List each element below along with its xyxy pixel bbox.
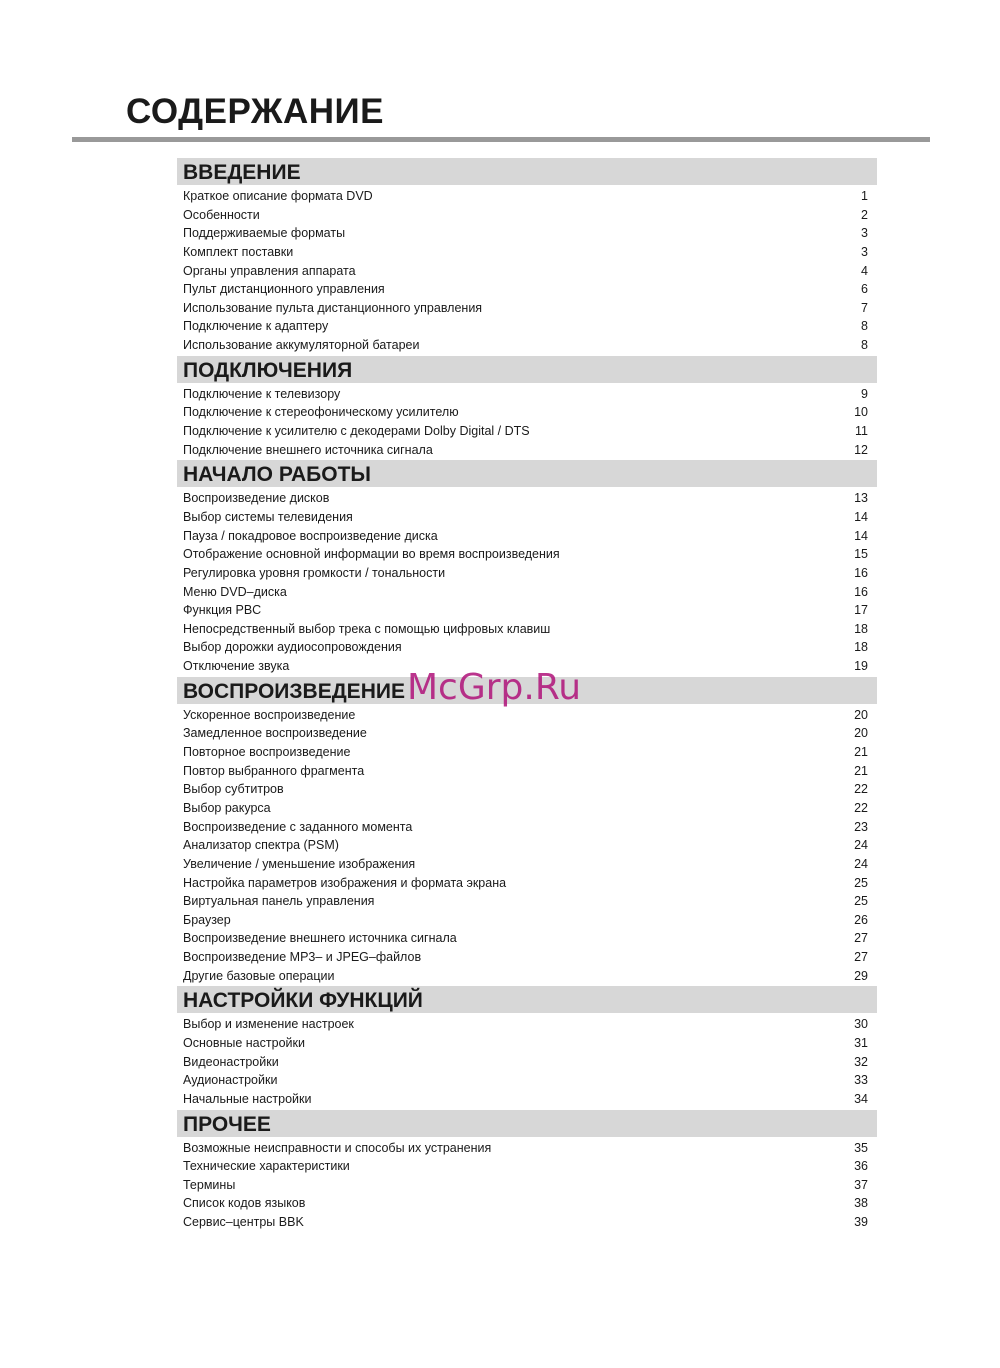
toc-entry-page-number: 1 [861, 189, 868, 203]
section-heading: ПРОЧЕЕ [177, 1110, 877, 1137]
toc-entry[interactable] [177, 762, 877, 781]
title-rule [72, 137, 930, 142]
toc-entry-label: Отображение основной информации во время воспроизведения [183, 547, 560, 562]
toc-entry-page-number: 17 [854, 603, 868, 618]
toc-entry-page-number: 18 [854, 640, 868, 655]
toc-entry-page-number: 18 [854, 621, 868, 636]
toc-entry[interactable] [177, 280, 877, 299]
toc-entry[interactable] [177, 527, 877, 546]
toc-entry[interactable] [177, 187, 877, 206]
section-heading: НАСТРОЙКИ ФУНКЦИЙ [177, 986, 877, 1013]
toc-entry-label: Воспроизведение дисков [183, 491, 330, 506]
toc-entry-label: Выбор и изменение настроек [183, 1017, 354, 1032]
toc-entry-label: Особенности [183, 207, 260, 222]
toc-entry-label: Воспроизведение MP3– и JPEG–файлов [183, 950, 422, 965]
toc-entry-label: Начальные настройки [183, 1091, 312, 1106]
toc-entry[interactable] [177, 1015, 877, 1034]
section-entries [177, 1013, 877, 1109]
toc-entry[interactable] [177, 1053, 877, 1072]
toc-entry-label: Выбор системы телевидения [183, 509, 353, 524]
toc-entry-label: Отключение звука [183, 659, 290, 674]
toc-entry[interactable] [177, 583, 877, 602]
toc-entry-label: Повторное воспроизведение [183, 745, 351, 760]
toc-entry[interactable] [177, 780, 877, 799]
toc-entry-page-number: 15 [854, 547, 868, 562]
toc-entry-label: Увеличение / уменьшение изображения [183, 856, 416, 871]
toc-entry[interactable] [177, 336, 877, 355]
toc-entry[interactable] [177, 224, 877, 243]
page-title: СОДЕРЖАНИЕ [126, 92, 385, 131]
toc-entry-label: Меню DVD–диска [183, 584, 287, 599]
toc-entry-label: Список кодов языков [183, 1196, 306, 1211]
toc-entry-label: Ускоренное воспроизведение [183, 707, 356, 722]
toc-entry-page-number: 3 [861, 244, 868, 259]
toc-entry[interactable] [177, 601, 877, 620]
toc-entry-page-number: 29 [854, 968, 868, 983]
toc-entry[interactable] [177, 385, 877, 404]
section-entries [177, 383, 877, 461]
toc-entry[interactable] [177, 1034, 877, 1053]
toc-entry-page-number: 34 [854, 1091, 868, 1106]
toc-entry[interactable] [177, 403, 877, 422]
toc-entry-page-number: 24 [854, 856, 868, 871]
toc-entry-page-number: 8 [861, 338, 868, 353]
toc-entry-page-number: 2 [861, 207, 868, 222]
toc-entry[interactable] [177, 1090, 877, 1109]
toc-entry-label: Термины [183, 1177, 236, 1192]
toc-entry-page-number: 37 [854, 1177, 868, 1192]
toc-entry-label: Видеонастройки [183, 1054, 279, 1069]
toc-entry-label: Пульт дистанционного управления [183, 282, 385, 297]
toc-entry-label: Регулировка уровня громкости / тональности [183, 565, 446, 580]
section-entries [177, 704, 877, 987]
toc-entry-label: Выбор дорожки аудиосопровождения [183, 640, 402, 655]
toc-entry-page-number: 14 [854, 509, 868, 524]
toc-entry[interactable] [177, 1157, 877, 1176]
section-heading: ПОДКЛЮЧЕНИЯ [177, 356, 877, 383]
toc-entry[interactable] [177, 1194, 877, 1213]
toc-entry-page-number: 21 [854, 745, 868, 760]
toc-entry-label: Анализатор спектра (PSM) [183, 838, 339, 853]
toc-entry[interactable] [177, 799, 877, 818]
toc-entry-page-number: 16 [854, 584, 868, 599]
toc-entry-page-number: 14 [854, 528, 868, 543]
toc-entry-label: Непосредственный выбор трека с помощью цифровых клавиш [183, 621, 551, 636]
toc-entry[interactable] [177, 564, 877, 583]
toc-entry-label: Виртуальная панель управления [183, 894, 375, 909]
toc-entry-label: Другие базовые операции [183, 968, 335, 983]
toc-entry-label: Основные настройки [183, 1035, 305, 1050]
toc-entry-page-number: 38 [854, 1196, 868, 1211]
toc-entry-label: Браузер [183, 912, 231, 927]
toc-entry-page-number: 8 [861, 319, 868, 334]
toc-entry-page-number: 16 [854, 565, 868, 580]
toc-entry-page-number: 12 [854, 442, 868, 457]
toc-entry-page-number: 20 [854, 707, 868, 722]
toc-entry-page-number: 22 [854, 800, 868, 815]
toc-entry-label: Технические характеристики [183, 1159, 350, 1174]
toc-entry-page-number: 20 [854, 726, 868, 741]
toc-entry[interactable] [177, 1071, 877, 1090]
toc-entry[interactable] [177, 724, 877, 743]
toc-entry[interactable] [177, 1213, 877, 1232]
toc-entry[interactable] [177, 967, 877, 986]
toc-entry[interactable] [177, 836, 877, 855]
toc-entry-page-number: 9 [861, 386, 868, 401]
toc-entry-label: Замедленное воспроизведение [183, 726, 367, 741]
toc-entry-label: Воспроизведение внешнего источника сигнала [183, 931, 457, 946]
watermark: McGrp.Ru [407, 667, 582, 708]
toc-entry-label: Настройка параметров изображения и формата экрана [183, 875, 507, 890]
toc-entry-label: Аудионастройки [183, 1073, 278, 1088]
toc-entry[interactable] [177, 892, 877, 911]
toc-entry-label: Выбор ракурса [183, 800, 271, 815]
toc-entry[interactable] [177, 508, 877, 527]
toc-entry-page-number: 23 [854, 819, 868, 834]
toc-entry-page-number: 24 [854, 838, 868, 853]
toc-entry-label: Пауза / покадровое воспроизведение диска [183, 528, 438, 543]
toc-entry[interactable] [177, 638, 877, 657]
toc-entry-page-number: 13 [854, 491, 868, 506]
toc-entry-label: Подключение к усилителю с декодерами Dolby Digital / DTS [183, 424, 530, 439]
toc-entry[interactable] [177, 818, 877, 837]
toc-entry[interactable] [177, 911, 877, 930]
toc-entry-page-number: 32 [854, 1054, 868, 1069]
toc-entry-label: Использование пульта дистанционного управления [183, 300, 483, 315]
toc-entry-label: Подключение к адаптеру [183, 319, 329, 334]
toc-entry[interactable] [177, 1176, 877, 1195]
toc-entry[interactable] [177, 422, 877, 441]
toc-entry-page-number: 22 [854, 782, 868, 797]
section-entries [177, 487, 877, 676]
toc-entry-label: Возможные неисправности и способы их устранения [183, 1140, 492, 1155]
toc-entry-page-number: 33 [854, 1073, 868, 1088]
toc-entry[interactable] [177, 948, 877, 967]
toc-entry-label: Органы управления аппарата [183, 263, 356, 278]
section-entries [177, 1137, 877, 1233]
toc-entry[interactable] [177, 206, 877, 225]
toc-entry[interactable] [177, 441, 877, 460]
toc-entry-page-number: 7 [861, 300, 868, 315]
toc-entry[interactable] [177, 929, 877, 948]
toc-entry[interactable] [177, 317, 877, 336]
toc-entry-page-number: 36 [854, 1159, 868, 1174]
toc-entry-label: Подключение к телевизору [183, 386, 341, 401]
section-entries [177, 185, 877, 356]
toc-entry-page-number: 6 [861, 282, 868, 297]
toc-entry-label: Функция PBC [183, 603, 262, 618]
toc-entry-page-number: 30 [854, 1017, 868, 1032]
toc-entry[interactable] [177, 620, 877, 639]
toc-entry-label: Выбор субтитров [183, 782, 284, 797]
toc-entry[interactable] [177, 489, 877, 508]
section-heading: НАЧАЛО РАБОТЫ [177, 460, 877, 487]
toc-entry-label: Использование аккумуляторной батареи [183, 338, 420, 353]
toc-entry-label: Сервис–центры BBK [183, 1215, 304, 1230]
toc-entry-page-number: 39 [854, 1215, 868, 1230]
toc-entry-page-number: 25 [854, 894, 868, 909]
toc-entry-label: Повтор выбранного фрагмента [183, 763, 365, 778]
toc-entry-page-number: 25 [854, 875, 868, 890]
toc-entry[interactable] [177, 243, 877, 262]
section-heading: ВВЕДЕНИЕ [177, 158, 877, 185]
toc-entry-label: Воспроизведение с заданного момента [183, 819, 413, 834]
toc-entry-page-number: 35 [854, 1140, 868, 1155]
toc-entry[interactable] [177, 855, 877, 874]
toc-entry[interactable] [177, 299, 877, 318]
toc-entry[interactable] [177, 545, 877, 564]
toc-entry-page-number: 10 [854, 405, 868, 420]
toc-entry-label: Комплект поставки [183, 244, 294, 259]
toc-entry-page-number: 3 [861, 226, 868, 241]
toc-entry[interactable] [177, 262, 877, 281]
toc-entry[interactable] [177, 743, 877, 762]
toc-entry-page-number: 26 [854, 912, 868, 927]
toc-entry-page-number: 27 [854, 931, 868, 946]
toc-entry-label: Подключение внешнего источника сигнала [183, 442, 433, 457]
toc-entry-label: Поддерживаемые форматы [183, 226, 346, 241]
toc-entry[interactable] [177, 874, 877, 893]
toc-entry-label: Подключение к стереофоническому усилителю [183, 405, 459, 420]
toc-entry-page-number: 19 [854, 659, 868, 674]
toc-entry-page-number: 21 [854, 763, 868, 778]
toc-entry-page-number: 31 [854, 1035, 868, 1050]
toc-entry[interactable] [177, 1139, 877, 1158]
toc-entry-page-number: 4 [861, 263, 868, 278]
toc-entry-label: Краткое описание формата DVD [183, 189, 373, 203]
toc-entry-page-number: 27 [854, 950, 868, 965]
section-heading: ВОСПРОИЗВЕДЕНИЕ [177, 677, 877, 704]
toc-entry-page-number: 11 [855, 424, 868, 439]
